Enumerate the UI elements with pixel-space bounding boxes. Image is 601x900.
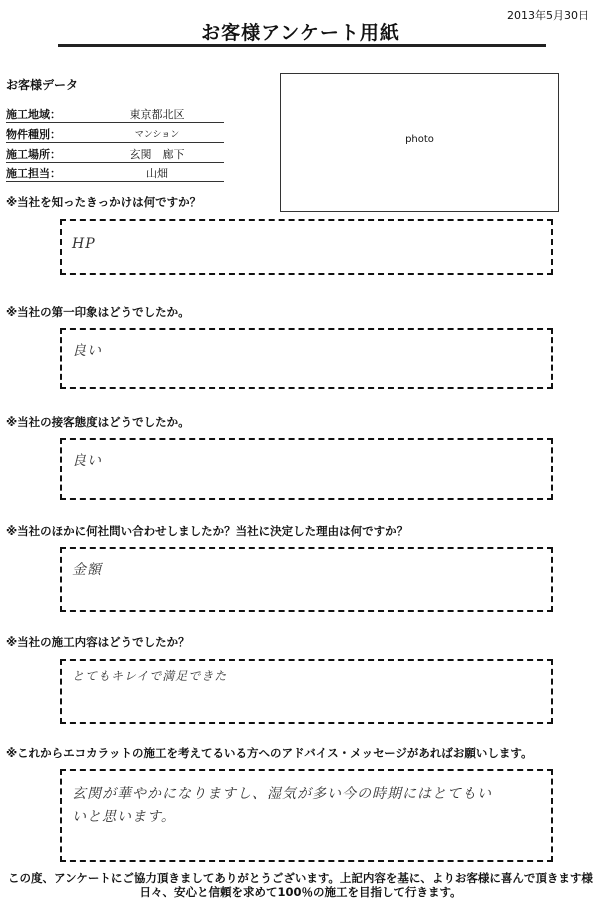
- answer-box-2: [60, 328, 553, 389]
- field-location-label: 施工場所：: [6, 148, 61, 161]
- answer-4: 金額: [72, 562, 102, 578]
- answer-box-1: [60, 219, 553, 275]
- answer-box-6: [60, 769, 553, 862]
- field-property-type: [6, 123, 224, 143]
- page-title: お客様アンケート用紙: [201, 22, 400, 44]
- field-area-label: 施工地域：: [6, 108, 61, 121]
- field-location-value: 玄関 廊下: [129, 148, 185, 161]
- question-1: ※当社を知ったきっかけは何ですか？: [6, 195, 202, 209]
- question-3: ※当社の接客態度はどうでしたか。: [6, 415, 190, 429]
- field-area: [6, 103, 224, 123]
- footer-line-1: この度、アンケートにご協力頂きましてありがとうございます。上記内容を基に、よりお客様に喜んで頂きます様: [8, 871, 593, 885]
- footer-line-2: 日々、安心と信頼を求めて100％の施工を目指して行きます。: [139, 885, 462, 899]
- answer-2: 良い: [72, 343, 102, 359]
- answer-box-3: [60, 438, 553, 500]
- survey-date: 2013年5月30日: [507, 9, 589, 22]
- title-underline: [58, 44, 546, 47]
- field-property-type-label: 物件種別：: [6, 128, 61, 141]
- answer-3: 良い: [72, 453, 102, 469]
- field-staff-value: 山畑: [146, 167, 168, 180]
- answer-6: 玄関が華やかになりますし、湿気が多い今の時期にはとてもいいと思います。: [72, 786, 492, 826]
- field-area-value: 東京都北区: [129, 108, 185, 121]
- answer-box-4: [60, 547, 553, 612]
- photo-label: photo: [405, 134, 434, 145]
- question-6: ※これからエコカラットの施工を考えてるいる方へのアドバイス・メッセージがあればお願いします。: [6, 746, 533, 760]
- question-2: ※当社の第一印象はどうでしたか。: [6, 305, 190, 319]
- question-4: ※当社のほかに何社問い合わせしましたか？当社に決定した理由は何ですか？: [6, 524, 409, 538]
- field-property-type-value: マンション: [134, 130, 180, 140]
- field-staff-label: 施工担当：: [6, 167, 61, 180]
- answer-5: とてもキレイで満足できた: [72, 669, 228, 683]
- answer-1: HP: [72, 236, 96, 252]
- field-staff: [6, 162, 224, 182]
- customer-data-heading: お客様データ: [6, 78, 79, 92]
- field-location: [6, 143, 224, 163]
- question-5: ※当社の施工内容はどうでしたか？: [6, 635, 190, 649]
- answer-box-5: [60, 659, 553, 724]
- photo-box: [280, 73, 559, 212]
